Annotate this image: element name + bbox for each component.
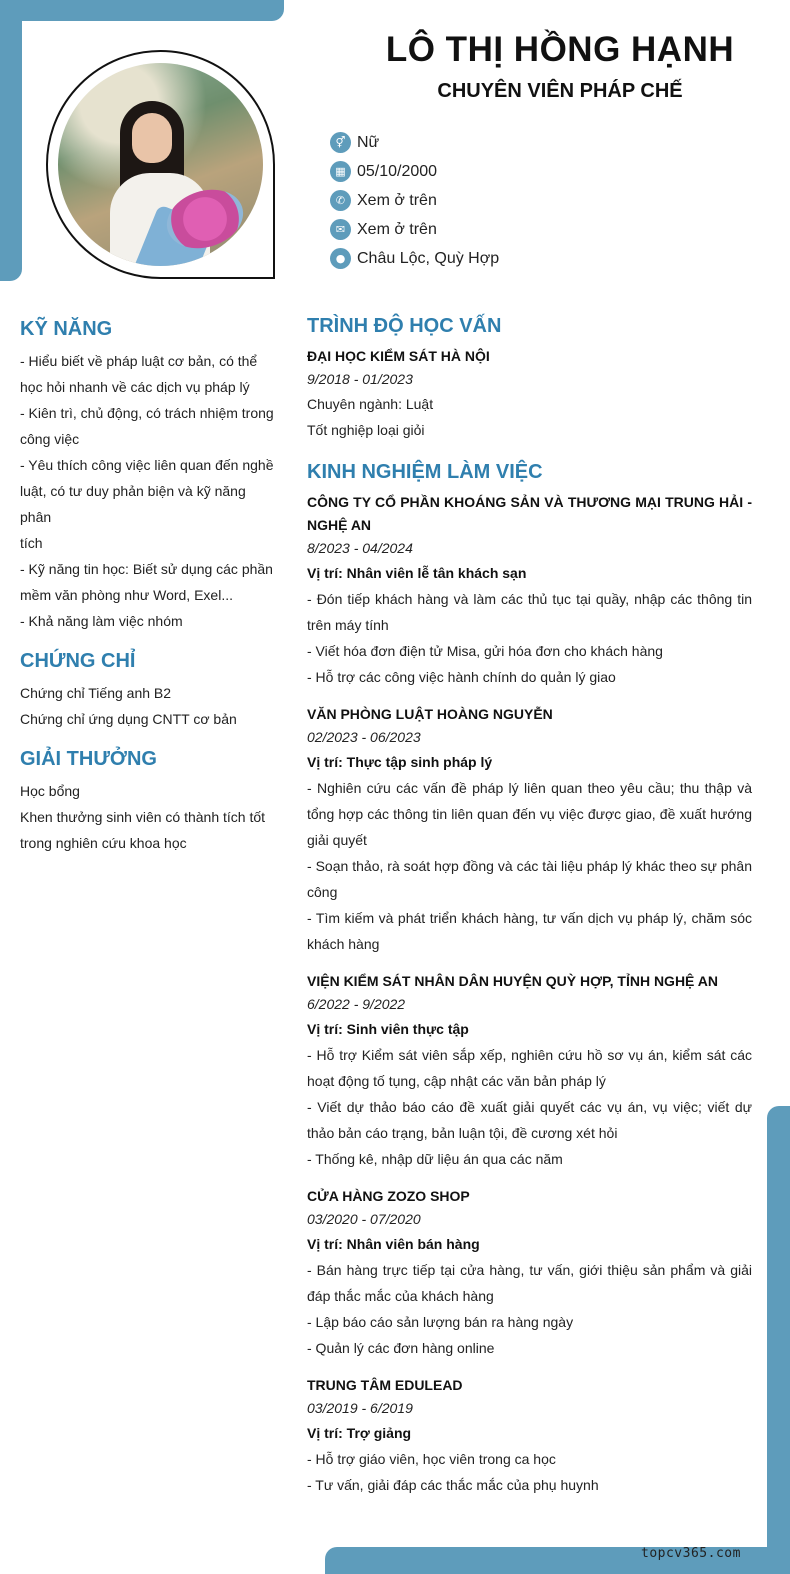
- job-duty: - Quản lý các đơn hàng online: [307, 1340, 495, 1356]
- job-duty: - Soạn thảo, rà soát hợp đồng và các tài liệu pháp lý khác theo sự phân công: [307, 858, 752, 900]
- awards-list: [20, 778, 276, 856]
- job-duty: - Tư vấn, giải đáp các thắc mắc của phụ huynh: [307, 1477, 599, 1493]
- job-organization: CỬA HÀNG ZOZO SHOP: [307, 1188, 470, 1204]
- job-period: 02/2023 - 06/2023: [307, 729, 421, 745]
- certificate-item: Chứng chỉ Tiếng anh B2: [20, 685, 172, 701]
- watermark: topcv365.com: [641, 1546, 741, 1561]
- skill-line: học hỏi nhanh về các dịch vụ pháp lý: [20, 379, 250, 395]
- skill-line: - Khả năng làm việc nhóm: [20, 613, 183, 629]
- contact-item: [330, 128, 630, 157]
- job-duty: - Nghiên cứu các vấn đề pháp lý liên quan theo yêu cầu; thu thập và tổng hợp các thông tin liên quan đến vụ việc được giao, đề xuất hướng giải quyết: [307, 780, 752, 848]
- gender-icon: ⚥: [330, 132, 351, 153]
- education-heading: TRÌNH ĐỘ HỌC VẤN: [307, 315, 502, 337]
- job-organization: VĂN PHÒNG LUẬT HOÀNG NGUYỄN: [307, 706, 553, 722]
- job-role: Vị trí: Nhân viên lễ tân khách sạn: [307, 565, 527, 581]
- mail-icon: ✉: [330, 219, 351, 240]
- job-organization: CÔNG TY CỔ PHẦN KHOÁNG SẢN VÀ THƯƠNG MẠI TRUNG HẢI - NGHỆ AN: [307, 494, 752, 533]
- job-duty: - Thống kê, nhập dữ liệu án qua các năm: [307, 1151, 563, 1167]
- calendar-icon: ▦: [330, 161, 351, 182]
- candidate-name: LÔ THỊ HỒNG HẠNH: [385, 30, 735, 69]
- job-entry: [307, 703, 752, 957]
- experience-list: [307, 491, 752, 1498]
- skill-line: - Kiên trì, chủ động, có trách nhiệm trong: [20, 405, 274, 421]
- education-line: Chuyên ngành: Luật: [307, 396, 434, 412]
- top-accent-bar: [0, 0, 284, 21]
- job-role: Vị trí: Sinh viên thực tập: [307, 1021, 469, 1037]
- skills-list: [20, 348, 276, 634]
- job-entry: [307, 1185, 752, 1361]
- education-line: Tốt nghiệp loại giỏi: [307, 422, 425, 438]
- award-item: Học bổng: [20, 783, 80, 799]
- award-item: trong nghiên cứu khoa học: [20, 835, 187, 851]
- job-period: 6/2022 - 9/2022: [307, 996, 406, 1012]
- job-duty: - Lập báo cáo sản lượng bán ra hàng ngày: [307, 1314, 574, 1330]
- right-column: [307, 313, 752, 1498]
- job-duty: - Viết hóa đơn điện tử Misa, gửi hóa đơn cho khách hàng: [307, 643, 663, 659]
- job-duty: - Viết dự thảo báo cáo đề xuất giải quyết các vụ án, vụ việc; viết dự thảo bản cáo trạng, bản luận tội, đề cương xét hỏi: [307, 1099, 752, 1141]
- experience-heading: KINH NGHIỆM LÀM VIỆC: [307, 461, 543, 483]
- skill-line: tích: [20, 535, 43, 551]
- contact-item: [330, 215, 630, 244]
- phone-icon: ✆: [330, 190, 351, 211]
- job-period: 03/2020 - 07/2020: [307, 1211, 421, 1227]
- job-organization: TRUNG TÂM EDULEAD: [307, 1377, 463, 1393]
- contact-text: Nữ: [357, 133, 380, 151]
- left-column: [20, 316, 276, 856]
- certificates-list: [20, 680, 276, 732]
- job-organization: VIỆN KIỂM SÁT NHÂN DÂN HUYỆN QUỲ HỢP, TỈNH NGHỆ AN: [307, 973, 718, 989]
- contact-item: [330, 244, 630, 273]
- skill-line: công việc: [20, 431, 80, 447]
- certificate-item: Chứng chỉ ứng dụng CNTT cơ bản: [20, 711, 237, 727]
- contact-item: [330, 157, 630, 186]
- contact-item: [330, 186, 630, 215]
- job-role: Vị trí: Thực tập sinh pháp lý: [307, 754, 493, 770]
- school-name: ĐẠI HỌC KIỂM SÁT HÀ NỘI: [307, 348, 490, 364]
- contact-text: 05/10/2000: [357, 162, 438, 180]
- job-duty: - Hỗ trợ giáo viên, học viên trong ca học: [307, 1451, 556, 1467]
- education-details: [307, 391, 752, 443]
- job-period: 03/2019 - 6/2019: [307, 1400, 413, 1416]
- skill-line: mềm văn phòng như Word, Exel...: [20, 587, 233, 603]
- job-role: Vị trí: Nhân viên bán hàng: [307, 1236, 480, 1252]
- profile-photo: [58, 63, 263, 266]
- skills-heading: KỸ NĂNG: [20, 318, 113, 340]
- job-entry: [307, 1374, 752, 1498]
- certificates-heading: CHỨNG CHỈ: [20, 650, 136, 672]
- job-entry: [307, 970, 752, 1172]
- job-period: 8/2023 - 04/2024: [307, 540, 413, 556]
- job-duty: - Hỗ trợ Kiểm sát viên sắp xếp, nghiên cứu hồ sơ vụ án, kiểm sát các hoạt động tố tụng, cập nhật các văn bản pháp lý: [307, 1047, 752, 1089]
- award-item: Khen thưởng sinh viên có thành tích tốt: [20, 809, 266, 825]
- job-role: Vị trí: Trợ giảng: [307, 1425, 412, 1441]
- right-accent-bar: [767, 1106, 790, 1574]
- candidate-title: CHUYÊN VIÊN PHÁP CHẾ: [437, 80, 683, 102]
- job-duty: - Tìm kiếm và phát triển khách hàng, tư vấn dịch vụ pháp lý, chăm sóc khách hàng: [307, 910, 752, 952]
- job-duty: - Bán hàng trực tiếp tại cửa hàng, tư vấn, giới thiệu sản phẩm và giải đáp thắc mắc của khách hàng: [307, 1262, 752, 1304]
- location-icon: ●: [330, 248, 351, 269]
- skill-line: - Kỹ năng tin học: Biết sử dụng các phần: [20, 561, 273, 577]
- job-duty: - Đón tiếp khách hàng và làm các thủ tục tại quầy, nhập các thông tin trên máy tính: [307, 591, 752, 633]
- contact-info: [330, 128, 630, 273]
- education-period: 9/2018 - 01/2023: [307, 371, 413, 387]
- contact-text: Xem ở trên: [357, 220, 437, 238]
- contact-text: Xem ở trên: [357, 191, 437, 209]
- skill-line: - Hiểu biết về pháp luật cơ bản, có thể: [20, 353, 258, 369]
- skill-line: - Yêu thích công việc liên quan đến nghề: [20, 457, 274, 473]
- skill-line: luật, có tư duy phản biện và kỹ năng phân: [20, 483, 246, 525]
- awards-heading: GIẢI THƯỞNG: [20, 748, 157, 770]
- contact-text: Châu Lộc, Quỳ Hợp: [357, 249, 500, 267]
- job-entry: [307, 491, 752, 690]
- left-accent-bar: [0, 0, 22, 281]
- job-duty: - Hỗ trợ các công việc hành chính do quản lý giao: [307, 669, 616, 685]
